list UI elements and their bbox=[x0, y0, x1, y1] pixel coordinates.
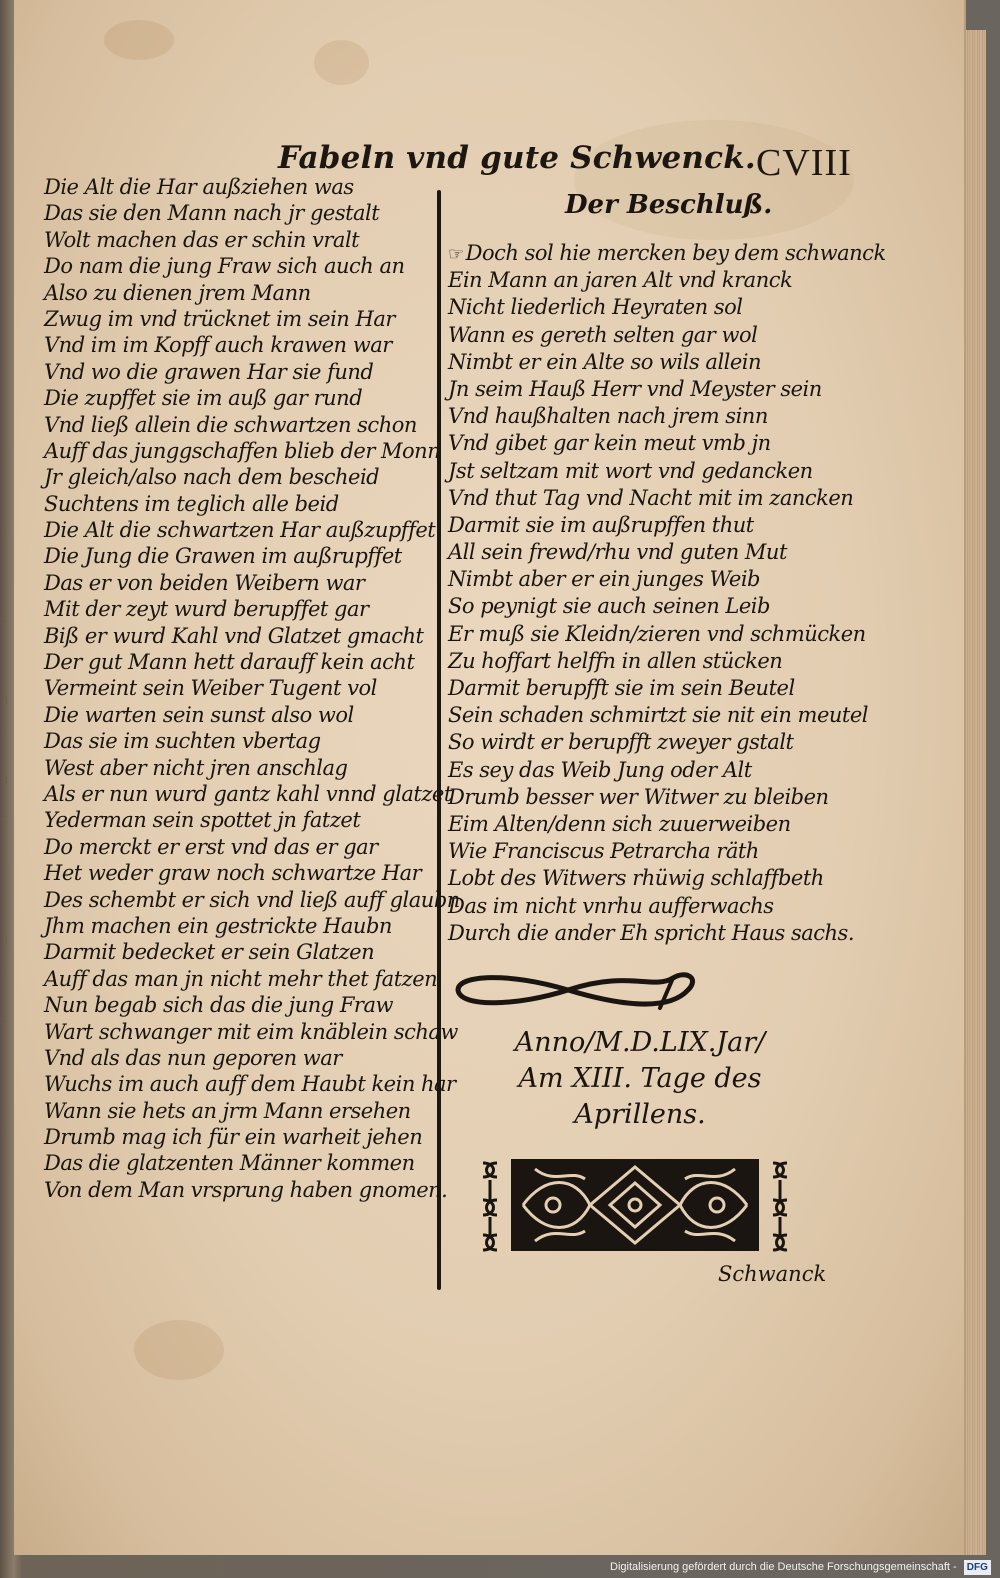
right-text-column bbox=[448, 240, 886, 947]
verse-line bbox=[44, 755, 439, 781]
verse-text: Vnd gibet gar kein meut vmb jn bbox=[448, 431, 771, 456]
verse-text: All sein frewd/rhu vnd guten Mut bbox=[448, 540, 787, 565]
verse-line bbox=[448, 430, 868, 457]
verse-text: Mit der zeyt wurd berupffet gar bbox=[44, 597, 369, 622]
verse-line bbox=[44, 332, 439, 358]
verse-text: Wart schwanger mit eim knäblein schaw bbox=[44, 1019, 458, 1044]
verse-text: Vnd im im Kopff auch krawen war bbox=[44, 333, 392, 358]
verse-text: Nun begab sich das die jung Fraw bbox=[44, 993, 393, 1018]
verse-line bbox=[44, 939, 439, 965]
verse-line bbox=[44, 728, 439, 754]
folio-number: CVIII bbox=[756, 142, 852, 184]
verse-text: Darmit berupfft sie im sein Beutel bbox=[448, 676, 795, 700]
verse-line bbox=[448, 240, 886, 267]
verse-text: Als er nun wurd gantz kahl vnnd glatzet bbox=[44, 781, 452, 806]
verse-text: Eim Alten/denn sich zuuerweiben bbox=[448, 811, 791, 836]
verse-line bbox=[448, 702, 868, 729]
verse-text: Vnd als das nun geporen war bbox=[44, 1045, 342, 1070]
verse-line bbox=[448, 920, 868, 947]
verse-line bbox=[448, 294, 868, 321]
verse-line bbox=[44, 623, 439, 649]
verse-line bbox=[44, 464, 439, 490]
verse-text: Das sie im suchten vbertag bbox=[44, 729, 321, 754]
verse-line bbox=[448, 893, 868, 920]
colophon-line: Am XIII. Tage des bbox=[518, 1063, 762, 1094]
verse-text: Wuchs im auch auff dem Haubt kein har bbox=[44, 1072, 456, 1097]
verse-text: So peynigt sie auch seinen Leib bbox=[448, 594, 770, 619]
verse-line bbox=[448, 675, 868, 702]
stain bbox=[134, 1320, 224, 1380]
verse-text: Darmit sie im außrupffen thut bbox=[448, 512, 754, 537]
digitization-credit bbox=[610, 1556, 991, 1578]
verse-line bbox=[448, 485, 868, 512]
verse-line bbox=[448, 811, 868, 838]
credit-text: Digitalisierung gefördert durch die Deutsche Forschungsgemeinschaft - bbox=[610, 1561, 957, 1573]
verse-text: Das im nicht vnrhu aufferwachs bbox=[448, 893, 774, 918]
verse-line bbox=[44, 359, 439, 385]
verse-line bbox=[44, 253, 439, 279]
verse-line bbox=[448, 757, 868, 784]
stain bbox=[314, 40, 369, 85]
verse-line bbox=[44, 966, 439, 992]
colophon bbox=[470, 1025, 810, 1133]
verse-text: Suchtens im teglich alle beid bbox=[44, 491, 339, 516]
verse-text: Vnd ließ allein die schwartzen schon bbox=[44, 412, 417, 437]
verse-text: Lobt des Witwers rhüwig schlaffbeth bbox=[448, 866, 824, 891]
verse-text: Zu hoffart helffn in allen stücken bbox=[448, 648, 783, 673]
verse-line bbox=[44, 174, 439, 200]
facing-page-bleed: , l : t l f : s l n f h c l t h f s . : f , bbox=[0, 332, 9, 1187]
verse-line bbox=[44, 412, 439, 438]
verse-text: Der gut Mann hett darauff kein acht bbox=[44, 650, 415, 675]
verse-line bbox=[448, 458, 868, 485]
colophon-line: Anno/M.D.LIX.Jar/ bbox=[514, 1027, 766, 1058]
verse-text: Ein Mann an jaren Alt vnd kranck bbox=[448, 268, 793, 293]
verse-line bbox=[44, 1150, 439, 1176]
verse-text: Sein schaden schmirtzt sie nit ein meutel bbox=[448, 703, 868, 728]
verse-line bbox=[448, 566, 868, 593]
verse-text: Die Alt die schwartzen Har außzupffet bbox=[44, 518, 436, 543]
verse-text: So wirdt er berupfft zweyer gstalt bbox=[448, 730, 794, 755]
verse-text: Wann sie hets an jrm Mann ersehen bbox=[44, 1098, 411, 1123]
verse-line bbox=[448, 376, 868, 403]
verse-line bbox=[44, 781, 452, 807]
verse-text: Auff das junggschaffen blieb der Monn bbox=[44, 438, 441, 463]
verse-line bbox=[44, 702, 439, 728]
left-text-column bbox=[44, 174, 460, 1203]
verse-text: Vnd haußhalten nach jrem sinn bbox=[448, 404, 768, 429]
verse-text: Vnd thut Tag vnd Nacht mit im zancken bbox=[448, 485, 854, 510]
running-title: Fabeln vnd gute Schwenck. bbox=[278, 140, 756, 176]
verse-line bbox=[448, 838, 868, 865]
verse-text: Wie Franciscus Petrarcha räth bbox=[448, 839, 759, 864]
verse-line bbox=[44, 807, 439, 833]
verse-text: Die Alt die Har außziehen was bbox=[44, 175, 354, 199]
verse-line bbox=[448, 539, 868, 566]
catchword: Schwanck bbox=[718, 1262, 827, 1286]
verse-text: Das sie den Mann nach jr gestalt bbox=[44, 201, 380, 226]
verse-line bbox=[448, 349, 868, 376]
verse-text: Das die glatzenten Männer kommen bbox=[44, 1151, 415, 1176]
verse-line bbox=[44, 992, 439, 1018]
verse-line bbox=[44, 1019, 458, 1045]
verse-text: Vnd wo die grawen Har sie fund bbox=[44, 359, 374, 384]
verse-text: Durch die ander Eh spricht Haus sachs. bbox=[448, 920, 855, 945]
verse-line bbox=[44, 280, 439, 306]
verse-text: Zwug im vnd trücknet im sein Har bbox=[44, 306, 395, 331]
verse-text: Nicht liederlich Heyraten sol bbox=[448, 295, 743, 320]
verse-text: Vermeint sein Weiber Tugent vol bbox=[44, 676, 377, 701]
verse-line bbox=[448, 621, 868, 648]
verse-text: Do nam die jung Fraw sich auch an bbox=[44, 254, 405, 279]
verse-line bbox=[448, 729, 868, 756]
verse-text: Do merckt er erst vnd das er gar bbox=[44, 834, 378, 859]
verse-line bbox=[44, 887, 460, 913]
verse-text: Yederman sein spottet jn fatzet bbox=[44, 808, 361, 833]
verse-line bbox=[44, 649, 439, 675]
flourish-ornament bbox=[448, 960, 698, 1020]
verse-line bbox=[448, 648, 868, 675]
verse-line bbox=[448, 784, 868, 811]
verse-line bbox=[44, 438, 439, 464]
manicule-icon: ☞ bbox=[448, 244, 464, 265]
verse-text: Jhm machen ein gestrickte Haubn bbox=[44, 913, 392, 938]
verse-text: Jr gleich/also nach dem bescheid bbox=[44, 465, 380, 490]
verse-text: Wann es gereth selten gar wol bbox=[448, 322, 758, 347]
verse-text: Es sey das Weib Jung oder Alt bbox=[448, 757, 752, 782]
dfg-logo: DFG bbox=[964, 1560, 991, 1575]
verse-line bbox=[44, 385, 439, 411]
verse-text: Des schembt er sich vnd ließ auff glaubn bbox=[44, 887, 460, 912]
verse-text: Darmit bedecket er sein Glatzen bbox=[44, 940, 375, 965]
verse-text: Die Jung die Grawen im außrupffet bbox=[44, 544, 402, 569]
verse-line bbox=[448, 322, 868, 349]
verse-text: Also zu dienen jrem Mann bbox=[44, 280, 311, 305]
verse-line bbox=[44, 860, 439, 886]
verse-text: Jn seim Hauß Herr vnd Meyster sein bbox=[448, 376, 822, 401]
verse-line bbox=[44, 1098, 439, 1124]
verse-text: Drumb mag ich für ein warheit jehen bbox=[44, 1125, 423, 1150]
verse-line bbox=[44, 834, 439, 860]
verse-text: Biß er wurd Kahl vnd Glatzet gmacht bbox=[44, 623, 424, 648]
verse-line bbox=[44, 517, 439, 543]
verse-text: West aber nicht jren anschlag bbox=[44, 755, 348, 780]
verse-text: Nimbt er ein Alte so wils allein bbox=[448, 349, 762, 374]
verse-text: Jst seltzam mit wort vnd gedancken bbox=[448, 458, 813, 483]
verse-line bbox=[448, 593, 868, 620]
verse-line bbox=[44, 227, 439, 253]
verse-line bbox=[44, 596, 439, 622]
verse-text: Von dem Man vrsprung haben gnomen. bbox=[44, 1177, 448, 1202]
verse-line bbox=[44, 675, 439, 701]
verse-text: Er muß sie Kleidn/zieren vnd schmücken bbox=[448, 621, 866, 646]
verse-line bbox=[44, 1124, 439, 1150]
verse-text: Das er von beiden Weibern war bbox=[44, 570, 365, 595]
verse-line bbox=[44, 200, 439, 226]
verse-line bbox=[44, 570, 439, 596]
verse-text: Auff das man jn nicht mehr thet fatzen bbox=[44, 966, 438, 991]
verse-line bbox=[44, 1177, 448, 1203]
colophon-line: Aprillens. bbox=[574, 1099, 706, 1130]
section-heading: Der Beschluß. bbox=[565, 190, 773, 220]
verse-line bbox=[448, 403, 868, 430]
verse-line bbox=[44, 1071, 456, 1097]
verse-line bbox=[44, 543, 439, 569]
verse-line bbox=[44, 306, 439, 332]
stain bbox=[104, 20, 174, 60]
verse-line bbox=[44, 913, 439, 939]
verse-text: Nimbt aber er ein junges Weib bbox=[448, 567, 760, 592]
verse-text: Het weder graw noch schwartze Har bbox=[44, 861, 422, 886]
verse-text: Drumb besser wer Witwer zu bleiben bbox=[448, 784, 829, 809]
verse-line bbox=[448, 865, 868, 892]
verse-text: Die warten sein sunst also wol bbox=[44, 702, 354, 727]
verse-line bbox=[448, 267, 868, 294]
verse-line bbox=[44, 1045, 439, 1071]
verse-line bbox=[448, 512, 868, 539]
verse-text: Doch sol hie mercken bey dem schwanck bbox=[465, 241, 886, 265]
verse-text: Wolt machen das er schin vralt bbox=[44, 227, 360, 252]
verse-text: Die zupffet sie im auß gar rund bbox=[44, 386, 363, 411]
printers-ornament bbox=[475, 1155, 795, 1255]
verse-line bbox=[44, 491, 439, 517]
